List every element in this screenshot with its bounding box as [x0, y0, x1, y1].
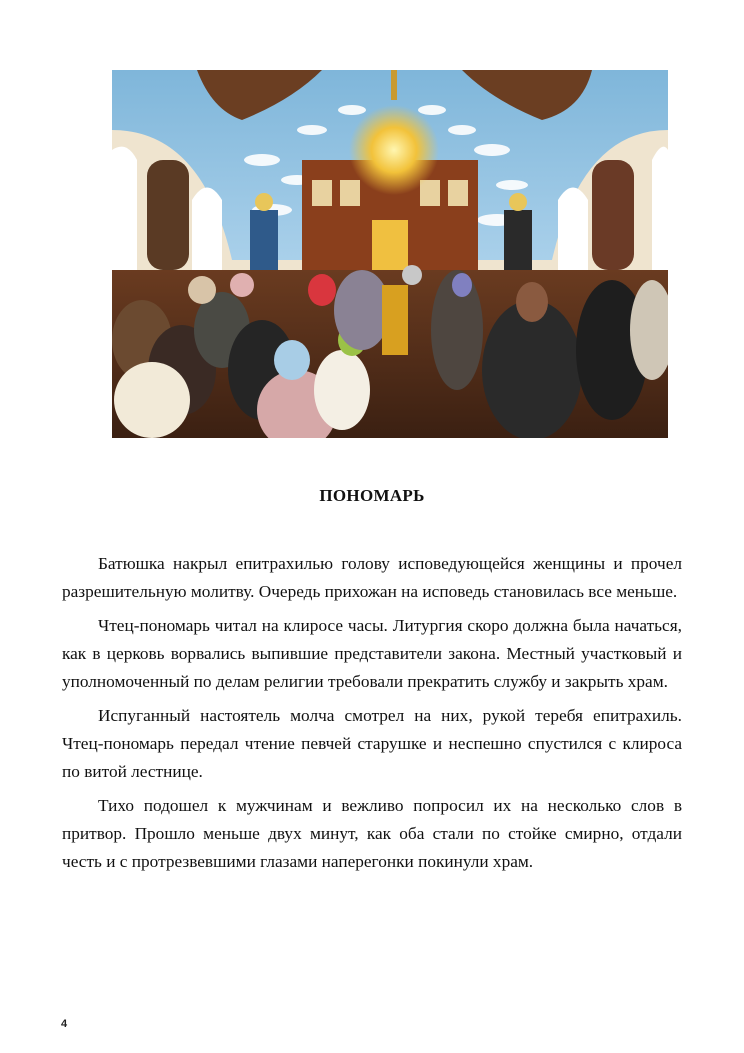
church-interior-photo [112, 70, 668, 438]
page-number: 4 [61, 1018, 68, 1030]
paragraph: Чтец-пономарь читал на клиросе часы. Литургия скоро должна была начаться, как в церковь ворвались выпившие представители закона. Местный участковый и уполномоченный по делам религии требовали прекратить службу и закрыть храм. [62, 616, 682, 691]
paragraph: Батюшка накрыл епитрахилью голову исповедующейся женщины и прочел разрешительную молитву. Очередь прихожан на исповедь становилась все меньше. [62, 554, 682, 601]
church-photo-illustration [112, 70, 668, 438]
chapter-body [62, 550, 682, 882]
paragraph: Тихо подошел к мужчинам и вежливо попросил их на несколько слов в притвор. Прошло меньше двух минут, как оба стали по стойке смирно, отдали честь и с протрезвевшими глазами наперегонки покинули храм. [62, 796, 682, 871]
paragraph: Испуганный настоятель молча смотрел на них, рукой теребя епитрахиль. Чтец-пономарь передал чтение певчей старушке и неспешно спустился с клироса по витой лестнице. [62, 706, 682, 781]
chapter-title: ПОНОМАРЬ [319, 486, 425, 505]
